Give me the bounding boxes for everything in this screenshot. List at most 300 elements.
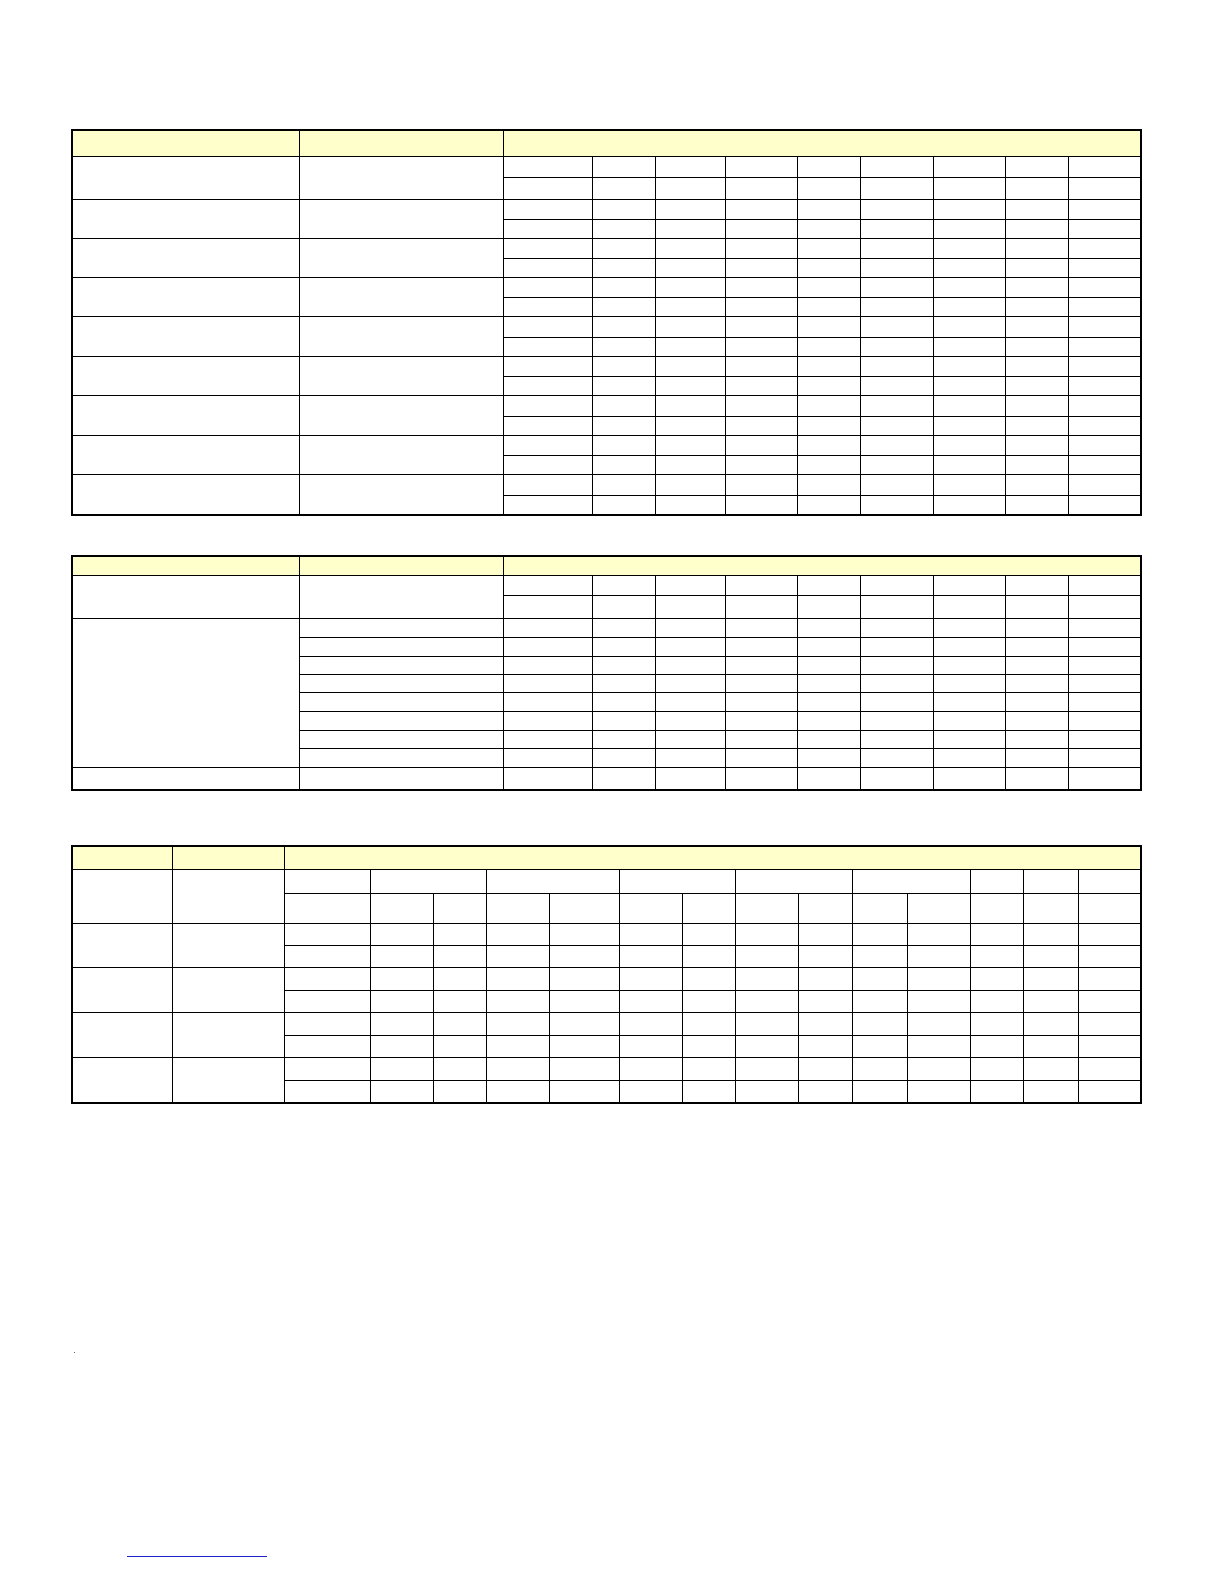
table-cell [861, 200, 934, 220]
table-cell [593, 278, 656, 298]
table-cell [934, 712, 1006, 731]
table-cell [726, 596, 798, 619]
table-cell [726, 377, 798, 396]
row-label-cell [300, 619, 504, 638]
table-row [73, 1013, 1141, 1036]
row-label-cell [300, 638, 504, 657]
total-row [73, 768, 1141, 790]
table-cell [656, 638, 726, 657]
table-cell [853, 1013, 908, 1036]
table-cell [934, 396, 1006, 417]
table-cell [908, 1058, 971, 1081]
table-cell [1024, 1058, 1079, 1081]
table-cell [593, 456, 656, 475]
group-label-cell [73, 436, 300, 475]
table-cell [726, 278, 798, 298]
table-cell [934, 278, 1006, 298]
row-label-cell [300, 657, 504, 675]
table-cell [934, 768, 1006, 790]
table-2 [72, 556, 1141, 790]
table-cell [593, 417, 656, 436]
table-cell [1069, 712, 1141, 731]
table-cell [1069, 200, 1141, 220]
table-cell [1006, 220, 1069, 239]
table-cell [434, 894, 487, 924]
table-cell [726, 638, 798, 657]
table-cell [798, 239, 861, 259]
table-cell [1079, 1081, 1141, 1103]
table-cell [550, 1013, 620, 1036]
table-cell [799, 968, 853, 991]
table-cell [934, 298, 1006, 317]
table-cell [656, 496, 726, 515]
table-cell [798, 712, 861, 731]
table-cell [861, 712, 934, 731]
table-cell [798, 220, 861, 239]
table-cell [861, 576, 934, 596]
group-type-cell [300, 157, 504, 200]
header-cell [73, 131, 300, 157]
table-cell [620, 991, 683, 1013]
table-cell [1024, 968, 1079, 991]
table-cell [798, 338, 861, 357]
table-cell [798, 200, 861, 220]
table-cell [620, 924, 683, 946]
table-cell [656, 317, 726, 338]
group-type-cell [173, 968, 285, 1013]
subheader-row [73, 870, 1141, 894]
table-cell [504, 436, 593, 456]
table-cell [285, 946, 371, 968]
table-cell [1006, 619, 1069, 638]
table-cell [726, 768, 798, 790]
table-cell [1006, 357, 1069, 377]
table-cell [504, 178, 593, 200]
table-cell [656, 338, 726, 357]
table-row [73, 1058, 1141, 1081]
row-label-cell [300, 712, 504, 731]
table-cell [656, 731, 726, 749]
header-row [73, 847, 1141, 870]
table-cell [798, 475, 861, 496]
table-cell [656, 475, 726, 496]
table-cell [487, 946, 550, 968]
table-cell [1069, 675, 1141, 693]
table-cell [593, 619, 656, 638]
group-label-cell [73, 317, 300, 357]
table-cell [736, 946, 799, 968]
table-cell [1006, 259, 1069, 278]
table-cell [620, 1081, 683, 1103]
table-cell [853, 870, 971, 894]
table-row [73, 278, 1141, 298]
table-cell [1069, 417, 1141, 436]
table-cell [487, 1036, 550, 1058]
table-cell [285, 1013, 371, 1036]
table-cell [799, 946, 853, 968]
table-cell [971, 968, 1024, 991]
table-cell [656, 259, 726, 278]
table-cell [798, 496, 861, 515]
table-cell [908, 1081, 971, 1103]
table-cell [1024, 991, 1079, 1013]
table-cell [371, 924, 434, 946]
table-cell [593, 357, 656, 377]
table-cell [656, 436, 726, 456]
table-cell [726, 239, 798, 259]
table-cell [1069, 357, 1141, 377]
table-cell [683, 1036, 736, 1058]
table-cell [726, 298, 798, 317]
table-cell [726, 178, 798, 200]
table-cell [861, 657, 934, 675]
table-cell [861, 619, 934, 638]
table-cell [593, 712, 656, 731]
table-cell [861, 496, 934, 515]
table-cell [656, 239, 726, 259]
table-cell [504, 298, 593, 317]
table-cell [504, 259, 593, 278]
table-cell [736, 924, 799, 946]
table-cell [1069, 693, 1141, 712]
table-cell [683, 894, 736, 924]
table-cell [504, 475, 593, 496]
table-cell [934, 619, 1006, 638]
table-cell [861, 749, 934, 768]
table-cell [1069, 220, 1141, 239]
table-cell [1006, 675, 1069, 693]
table-cell [934, 456, 1006, 475]
table-cell [434, 924, 487, 946]
table-cell [908, 991, 971, 1013]
table-cell [934, 259, 1006, 278]
table-cell [934, 496, 1006, 515]
table-cell [726, 731, 798, 749]
group-label-cell [73, 396, 300, 436]
header-cell [300, 131, 504, 157]
table-cell [1006, 475, 1069, 496]
table-cell [1006, 377, 1069, 396]
header-cell [504, 557, 1141, 576]
table-cell [593, 749, 656, 768]
footer-link[interactable] [127, 1556, 267, 1557]
table-cell [726, 456, 798, 475]
table-cell [504, 377, 593, 396]
table-cell [726, 338, 798, 357]
group-type-cell [300, 475, 504, 515]
table-cell [656, 576, 726, 596]
header-cell [504, 131, 1141, 157]
table-cell [371, 946, 434, 968]
table-cell [487, 1081, 550, 1103]
table-cell [504, 712, 593, 731]
table-cell [1006, 749, 1069, 768]
table-cell [504, 417, 593, 436]
table-cell [550, 1036, 620, 1058]
table-cell [1024, 1081, 1079, 1103]
table-cell [1079, 1036, 1141, 1058]
table-cell [736, 1058, 799, 1081]
table-cell [504, 731, 593, 749]
table-cell [798, 377, 861, 396]
table-cell [934, 576, 1006, 596]
table-3 [72, 846, 1141, 1103]
table-cell [908, 946, 971, 968]
table-cell [971, 1013, 1024, 1036]
table-cell [798, 596, 861, 619]
table-cell [1079, 1058, 1141, 1081]
total-label-cell [73, 768, 300, 790]
table-cell [656, 377, 726, 396]
table-cell [798, 317, 861, 338]
table-cell [683, 924, 736, 946]
table-cell [798, 619, 861, 638]
table-cell [550, 924, 620, 946]
group-label-cell [73, 924, 173, 968]
table-cell [971, 1081, 1024, 1103]
table-cell [487, 894, 550, 924]
table-cell [371, 991, 434, 1013]
table-cell [934, 417, 1006, 436]
group-type-cell [300, 278, 504, 317]
table-cell [798, 749, 861, 768]
table-cell [434, 991, 487, 1013]
row-label-cell [300, 731, 504, 749]
table-cell [1069, 749, 1141, 768]
table-cell [971, 991, 1024, 1013]
table-cell [853, 1036, 908, 1058]
table-cell [861, 768, 934, 790]
table-cell [1024, 946, 1079, 968]
table-cell [1069, 596, 1141, 619]
table-cell [620, 1058, 683, 1081]
group-type-cell [173, 924, 285, 968]
table-cell [726, 417, 798, 436]
table-cell [908, 894, 971, 924]
table-cell [487, 924, 550, 946]
table-cell [656, 278, 726, 298]
group-type-cell [300, 200, 504, 239]
table-cell [1006, 576, 1069, 596]
table-cell [861, 456, 934, 475]
table-cell [1069, 259, 1141, 278]
table-cell [861, 596, 934, 619]
table-cell [1069, 436, 1141, 456]
table-cell [285, 991, 371, 1013]
group-label-cell [73, 475, 300, 515]
table-cell [798, 638, 861, 657]
table-cell [853, 1081, 908, 1103]
table-cell [934, 338, 1006, 357]
table-cell [434, 1036, 487, 1058]
table-cell [934, 675, 1006, 693]
table-cell [934, 220, 1006, 239]
table-cell [550, 894, 620, 924]
table-cell [726, 475, 798, 496]
table-cell [593, 338, 656, 357]
table-row [73, 239, 1141, 259]
table-cell [853, 924, 908, 946]
table-cell [1069, 157, 1141, 178]
table-cell [934, 638, 1006, 657]
table-cell [434, 946, 487, 968]
subheader-cell [73, 576, 300, 619]
table-cell [656, 712, 726, 731]
table-cell [908, 968, 971, 991]
group-label-cell [73, 357, 300, 396]
table-row [73, 357, 1141, 377]
table-cell [861, 298, 934, 317]
table-cell [726, 675, 798, 693]
header-cell [300, 557, 504, 576]
group-label-cell [73, 239, 300, 278]
table-cell [487, 1013, 550, 1036]
table-cell [504, 317, 593, 338]
table-cell [371, 894, 434, 924]
table-cell [861, 436, 934, 456]
table-cell [1006, 396, 1069, 417]
table-cell [504, 596, 593, 619]
group-label-cell [73, 1013, 173, 1058]
table-cell [285, 870, 371, 894]
table-cell [861, 178, 934, 200]
total-type-cell [300, 768, 504, 790]
table-cell [1006, 693, 1069, 712]
row-label-cell [300, 675, 504, 693]
table-cell [853, 1058, 908, 1081]
table-cell [799, 1058, 853, 1081]
table-cell [934, 178, 1006, 200]
table-cell [593, 396, 656, 417]
table-cell [504, 200, 593, 220]
table-cell [593, 768, 656, 790]
table-cell [861, 239, 934, 259]
table-cell [726, 357, 798, 377]
group-label-cell [73, 200, 300, 239]
table-cell [798, 259, 861, 278]
table-cell [1069, 178, 1141, 200]
table-cell [1006, 436, 1069, 456]
table-cell [861, 731, 934, 749]
table-cell [1006, 657, 1069, 675]
table-cell [934, 357, 1006, 377]
table-cell [971, 1058, 1024, 1081]
table-cell [504, 768, 593, 790]
table-cell [798, 357, 861, 377]
table-cell [798, 298, 861, 317]
table-cell [683, 1081, 736, 1103]
table-cell [504, 396, 593, 417]
table-cell [1069, 396, 1141, 417]
header-row [73, 131, 1141, 157]
table-cell [504, 749, 593, 768]
table-cell [726, 436, 798, 456]
table-cell [656, 749, 726, 768]
table-cell [1006, 596, 1069, 619]
subheader-cell [173, 870, 285, 924]
table-cell [726, 657, 798, 675]
table-cell [504, 220, 593, 239]
table-cell [726, 496, 798, 515]
table-cell [798, 657, 861, 675]
table-row [73, 396, 1141, 417]
table-cell [726, 619, 798, 638]
table-cell [371, 968, 434, 991]
table-cell [1069, 475, 1141, 496]
table-cell [593, 496, 656, 515]
table-cell [726, 317, 798, 338]
table-cell [861, 259, 934, 278]
table-cell [1069, 768, 1141, 790]
table-cell [593, 259, 656, 278]
table-cell [934, 657, 1006, 675]
group-type-cell [173, 1013, 285, 1058]
table-cell [1069, 239, 1141, 259]
table-cell [656, 417, 726, 436]
table-cell [371, 1058, 434, 1081]
table-cell [434, 1081, 487, 1103]
table-cell [726, 693, 798, 712]
table-cell [656, 200, 726, 220]
table-cell [799, 1013, 853, 1036]
table-cell [656, 396, 726, 417]
table-cell [593, 239, 656, 259]
table-cell [1006, 731, 1069, 749]
group-label-cell [73, 278, 300, 317]
table-cell [726, 396, 798, 417]
table-cell [853, 894, 908, 924]
table-cell [799, 991, 853, 1013]
table-cell [798, 768, 861, 790]
table-cell [504, 357, 593, 377]
table-cell [861, 317, 934, 338]
table-cell [656, 157, 726, 178]
table-cell [683, 1058, 736, 1081]
table-row [73, 157, 1141, 178]
table-cell [726, 259, 798, 278]
table-cell [1024, 924, 1079, 946]
table-cell [798, 675, 861, 693]
table-cell [798, 157, 861, 178]
table-cell [1006, 239, 1069, 259]
table-cell [799, 894, 853, 924]
table-cell [504, 576, 593, 596]
subheader-cell [73, 870, 173, 924]
table-cell [487, 991, 550, 1013]
table-cell [504, 496, 593, 515]
table-cell [504, 693, 593, 712]
table-cell [861, 357, 934, 377]
table-cell [853, 991, 908, 1013]
table-cell [683, 968, 736, 991]
table-cell [861, 675, 934, 693]
table-cell [1006, 338, 1069, 357]
table-cell [593, 220, 656, 239]
table-row [73, 924, 1141, 946]
table-row [73, 619, 1141, 638]
table-cell [1024, 1013, 1079, 1036]
table-cell [908, 1013, 971, 1036]
table-cell [1079, 946, 1141, 968]
table-cell [656, 357, 726, 377]
table-cell [371, 1081, 434, 1103]
table-cell [1006, 317, 1069, 338]
table-cell [934, 749, 1006, 768]
table-cell [1069, 338, 1141, 357]
table-cell [861, 475, 934, 496]
table-cell [487, 1058, 550, 1081]
table-cell [683, 946, 736, 968]
